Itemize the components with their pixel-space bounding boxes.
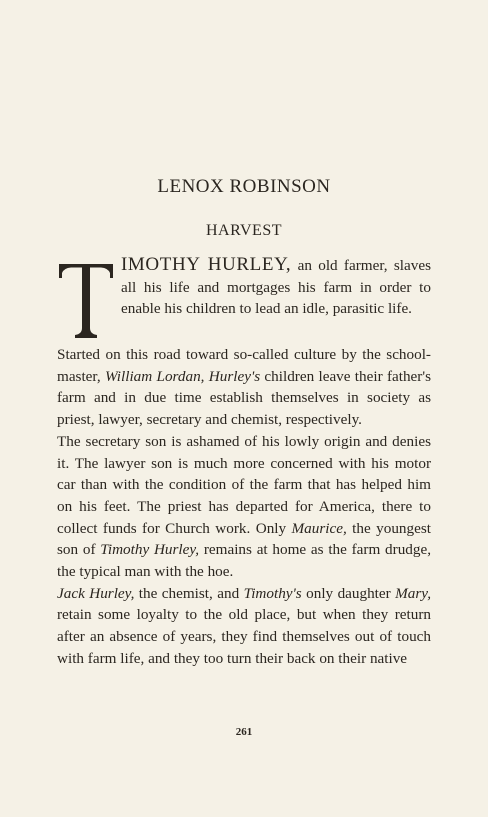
paragraph-1 [57, 254, 431, 320]
paragraph-3 [57, 431, 431, 583]
paragraph-3-text-1: The secretary son is ashamed of his lowly origin and denies it. The lawyer son is much more concerned with his motor car than with the condition of the farm that has helped him on his feet. The priest has departed for America, there to collect funds for Church work. Only [57, 432, 431, 537]
paragraph-3-italic-1: Maurice, [291, 519, 347, 537]
paragraph-4-text-3: retain some loyalty to the old place, but when they return after an absence of years, they find themselves out of touch with farm life, and they too turn their back on their native [57, 606, 431, 667]
paragraph-2-text-1: Started on this road toward so-called culture by the school-master, [57, 346, 431, 385]
paragraph-3-italic-2: Timothy Hurley, [100, 541, 200, 559]
paragraph-4-text-1: the chemist, and [134, 584, 244, 602]
paragraph-4 [57, 583, 431, 670]
drop-cap [57, 258, 115, 344]
author-heading: LENOX ROBINSON [157, 176, 331, 197]
paragraph-3-text-2: the youngest son of [57, 519, 431, 559]
paragraph-2-text-2: children leave their father's farm and in due time establish themselves in society as priest, lawyer, secretary and chemist, respectively. [57, 367, 431, 429]
synopsis-text [57, 254, 431, 670]
paragraph-4-italic-1: Jack Hurley, [57, 584, 135, 602]
lead-name: IMOTHY HURLEY, [121, 254, 292, 275]
paragraph-3-text-3: remains at home as the farm drudge, the typical man with the hoe. [57, 541, 432, 581]
paragraph-2 [57, 344, 431, 431]
paragraph-2-italic-1: William Lordan, Hurley's [104, 367, 261, 385]
paragraph-1-text: an old farmer, slaves all his life and mortgages his farm in order to enable his children to lead an idle, parasitic life. [121, 257, 431, 318]
paragraph-4-italic-3: Mary, [395, 584, 431, 602]
play-title: HARVEST [206, 222, 282, 239]
page-number: 261 [235, 726, 253, 738]
paragraph-4-text-2: only daughter [301, 584, 396, 602]
paragraph-4-italic-2: Timothy's [243, 584, 302, 602]
drop-cap-t-icon [57, 258, 115, 344]
